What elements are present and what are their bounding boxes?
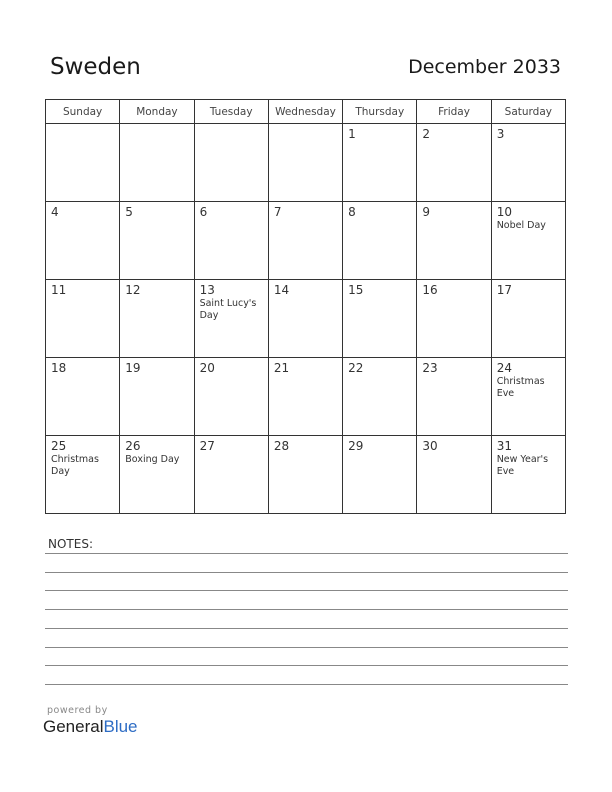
day-cell [194, 202, 268, 280]
brand-logo [43, 717, 138, 737]
day-cell [417, 280, 491, 358]
week-row [46, 124, 566, 202]
weekday-sunday: Sunday [46, 100, 120, 124]
holiday-label: Christmas Day [51, 454, 99, 477]
day-number: 26 [125, 439, 141, 453]
day-number: 29 [348, 439, 364, 453]
day-number: 12 [125, 283, 141, 297]
day-cell [46, 358, 120, 436]
week-row [46, 280, 566, 358]
week-row [46, 358, 566, 436]
day-cell [343, 436, 417, 514]
day-cell [46, 202, 120, 280]
day-cell [46, 436, 120, 514]
day-number: 9 [422, 205, 431, 219]
note-line [45, 609, 568, 610]
day-number: 14 [273, 283, 290, 297]
day-cell [120, 280, 194, 358]
holiday-label: New Year's Eve [496, 454, 549, 477]
day-cell [120, 124, 194, 202]
day-number: 22 [348, 361, 364, 375]
day-cell [268, 436, 342, 514]
day-cell [343, 124, 417, 202]
note-line [45, 553, 568, 554]
day-number: 31 [496, 439, 512, 453]
weekday-wednesday: Wednesday [268, 100, 342, 124]
calendar-grid [45, 99, 566, 514]
day-number: 11 [51, 283, 67, 297]
day-cell [268, 358, 342, 436]
day-cell [417, 202, 491, 280]
brand-general: General [43, 717, 104, 736]
day-number: 20 [199, 361, 215, 375]
note-line [45, 647, 568, 648]
day-cell [491, 202, 565, 280]
weekday-friday: Friday [417, 100, 491, 124]
day-number: 18 [51, 361, 67, 375]
day-cell [120, 202, 194, 280]
day-cell [268, 280, 342, 358]
day-cell [491, 436, 565, 514]
day-cell [46, 124, 120, 202]
weekday-tuesday: Tuesday [194, 100, 268, 124]
note-line [45, 665, 568, 666]
day-cell [194, 280, 268, 358]
day-number: 2 [422, 127, 431, 141]
week-row [46, 436, 566, 514]
weekday-monday: Monday [120, 100, 194, 124]
day-number: 13 [199, 283, 215, 297]
note-line [45, 590, 568, 591]
day-number: 17 [496, 283, 512, 297]
day-cell [120, 358, 194, 436]
day-cell [343, 202, 417, 280]
weekday-header-row [46, 100, 566, 124]
day-cell [417, 124, 491, 202]
day-number: 24 [496, 361, 512, 375]
day-number: 15 [348, 283, 364, 297]
day-cell [194, 358, 268, 436]
day-cell [268, 124, 342, 202]
day-cell [343, 280, 417, 358]
day-number: 5 [125, 205, 133, 219]
day-cell [268, 202, 342, 280]
day-cell [417, 358, 491, 436]
day-cell [120, 436, 194, 514]
powered-by-label: powered by [47, 705, 108, 716]
day-number: 30 [422, 439, 438, 453]
day-number: 19 [125, 361, 141, 375]
weekday-saturday: Saturday [491, 100, 565, 124]
day-number: 16 [422, 283, 438, 297]
weekday-thursday: Thursday [343, 100, 417, 124]
day-number: 28 [273, 439, 290, 453]
day-number: 4 [51, 205, 59, 219]
day-number: 1 [348, 127, 356, 141]
day-number: 23 [422, 361, 438, 375]
week-row [46, 202, 566, 280]
holiday-label: Nobel Day [496, 220, 546, 231]
day-cell [491, 280, 565, 358]
holiday-label: Boxing Day [125, 454, 180, 465]
day-cell [194, 124, 268, 202]
day-number: 7 [273, 205, 282, 219]
country-title: Sweden [50, 54, 141, 80]
note-line [45, 572, 568, 573]
note-line [45, 628, 568, 629]
day-cell [343, 358, 417, 436]
day-cell [194, 436, 268, 514]
day-number: 25 [51, 439, 67, 453]
notes-label: NOTES: [48, 537, 93, 551]
day-cell [491, 124, 565, 202]
brand-blue: Blue [103, 717, 138, 736]
day-cell [46, 280, 120, 358]
day-number: 10 [496, 205, 512, 219]
day-cell [417, 436, 491, 514]
holiday-label: Saint Lucy's Day [199, 298, 257, 321]
holiday-label: Christmas Eve [496, 376, 545, 399]
note-line [45, 684, 568, 685]
month-year-title: December 2033 [408, 56, 561, 78]
day-number: 21 [273, 361, 290, 375]
day-cell [491, 358, 565, 436]
day-number: 8 [348, 205, 356, 219]
day-number: 6 [199, 205, 208, 219]
day-number: 3 [496, 127, 505, 141]
day-number: 27 [199, 439, 215, 453]
